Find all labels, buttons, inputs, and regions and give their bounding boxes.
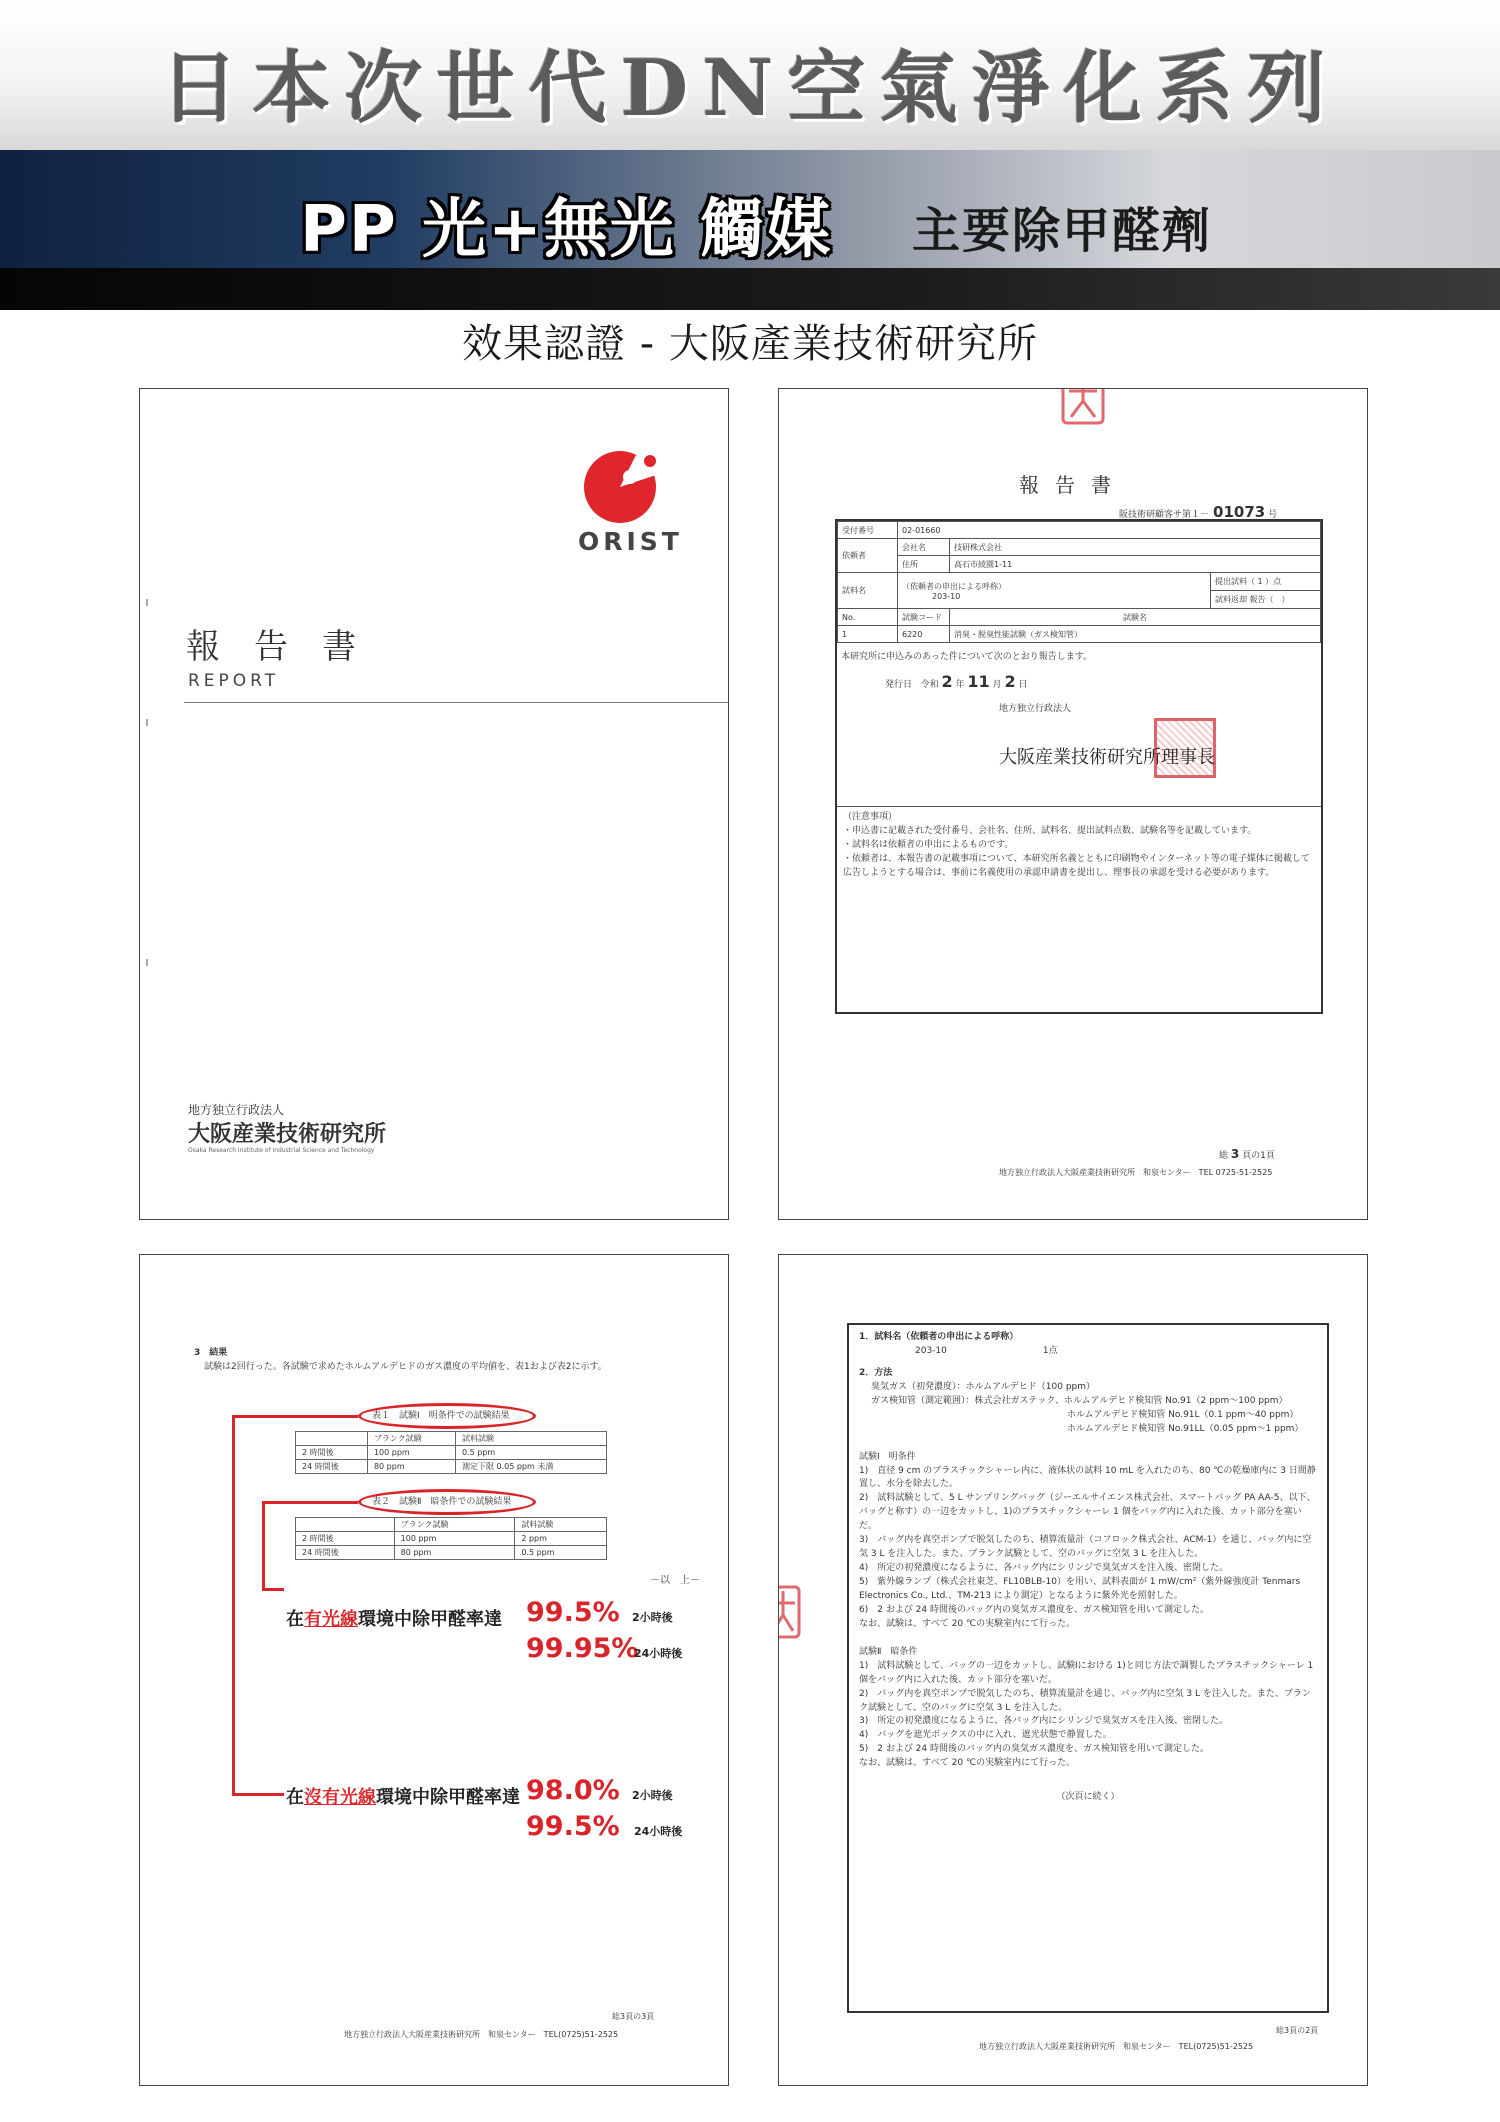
series-title: 日本次世代DN空氣淨化系列 [160,43,1340,134]
application-table: 受付番号 02-01660 依頼者 会社名 技研株式会社 住所 高石市綾園1-11 試料名 （依頼者の申出による呼称） 203-10 提出試料（ 1 ）点 試料返却 報告（ ） No. 試験コード 試験名 1 6220 消臭・脱臭性能試験（ガス検知管） [837,521,1321,643]
dark-rate-2h: 98.0% [526,1775,620,1806]
report-subtitle: REPORT [188,671,280,691]
page-number: 総3頁の3頁 [612,2012,655,2021]
dark-time-2h: 2小時後 [632,1789,673,1802]
method-text: 1．試料名（依頼者の申出による呼称） 203-10 1点 2．方法 臭気ガス（初発濃度）：ホルムアルデヒド（100 ppm） ガス検知管（測定範囲）：株式会社ガステック、ホルムアルデヒド検知管 No.91（2 ppm～100 ppm） ホルムアルデヒド検知管 No.91L（0.1 ppm～40 ppm） ホルムアルデヒド検知管 No.91LL（0.05 ppm～1 ppm） 試験Ⅰ 明条件 1) 直径 9 cm のプラスチックシャーレ内に、液体状の試料 10 mL を入れたのち、80 ℃の乾燥庫内に 3 日間静置し、水分を除去した。 2) 試料試験として、5 L サンプリングバッグ（ジーエルサイエンス株式会社、スマートバッグ PA AA-5、以下、バッグと称す）の一辺をカットし、1)のプラスチックシャーレ 1 個をバッグ内に入れた後、カット部分を塞いだ。 3) バッグ内を真空ポンプで脱気したのち、積算流量計（コフロック株式会社、ACM-1）を通じ、バッグ内に空気 3 L を注入した。また、ブランク試験として、空のバッグに空気 3 L を注入した。 4) 所定の初発濃度になるように、各バッグ内にシリンジで臭気ガスを注入後、密閉した。 5) 紫外線ランプ（株式会社東芝、FL10BLB-10）を用い、試料表面が 1 mW/cm²（紫外線強度計 Tenmars Electronics Co., Ltd.、TM-213 により測定）となるように紫外光を照射した。 6) 2 および 24 時間後のバッグ内の臭気ガス濃度を、ガス検知管を用いて測定した。 なお、試験は、すべて 20 ℃の実験室内にて行った。 試験Ⅱ 暗条件 1) 試料試験として、バッグの一辺をカットし、試験Ⅰにおける 1)と同じ方法で調製したプラスチックシャーレ 1 個をバッグ内に入れた後、カット部分を塞いだ。 2) バッグ内を真空ポンプで脱気したのち、積算流量計を通じ、バッグ内に空気 3 L を注入した。また、ブランク試験として、空のバッグに空気 3 L を注入した。 3) 所定の初発濃度になるように、各バッグ内にシリンジで臭気ガスを注入後、密閉した。 4) バッグを遮光ボックスの中に入れ、遮光状態で静置した。 5) 2 および 24 時間後のバッグ内の臭気ガス濃度を、ガス検知管を用いて測定した。 なお、試験は、すべて 20 ℃の実験室内にて行った。 （次頁に続く） [859,1332,1316,1803]
orist-logo-text: ORIST [578,527,683,556]
light-removal-claim: 在有光線環境中除甲醛率達 [286,1609,502,1630]
report-title: 報告書 [1019,473,1127,497]
report-results-page [139,1254,729,2086]
table2-dark-results: ブランク試験 試料試験 2 時間後 100 ppm 2 ppm 24 時間後 80 ppm 0.5 ppm [295,1517,607,1560]
page-count: 総 3 頁の1頁 [1219,1147,1275,1161]
notes-block: （注意事項） ・申込書に記載された受付番号、会社名、住所、試料名、提出試料点数、試験名等を記載しています。 ・試料名は依頼者の申出によるものです。 ・依頼者は、本報告書の記載事項について、本研究所名義とともに印刷物やインターネット等の電子媒体に掲載して広告しようとする場合は、事前に名義使用の承認申請書を提出し、理事長の承認を受ける必要があります。 [837,806,1321,881]
page-footer: 地方独立行政法人大阪産業技術研究所 和泉センター TEL(0725)51-2525 [344,2030,619,2039]
table1-caption: 表１ 試験Ⅰ 明条件での試験結果 [372,1411,510,1421]
orist-logo-icon [580,445,670,525]
table1-light-results: ブランク試験 試料試験 2 時間後 100 ppm 0.5 ppm 24 時間後 80 ppm 測定下限 0.05 ppm 未満 [295,1431,607,1474]
org-name: 大阪産業技術研究所 [188,1122,387,1147]
results-intro: 試験は2回行った。各試験で求めたホルムアルデヒドのガス濃度の平均値を、表1および表2に示す。 [204,1362,607,1372]
issuer-org-type: 地方独立行政法人 [999,704,1072,714]
section-heading: 3 結果 [194,1348,228,1358]
light-rate-2h: 99.5% [526,1597,620,1628]
org-type: 地方独立行政法人 [188,1103,285,1117]
connector-line [232,1793,284,1796]
page-footer: 地方独立行政法人大阪産業技術研究所 和泉センター TEL(0725)51-2525 [979,2042,1254,2051]
light-time-24h: 24小時後 [634,1647,683,1660]
light-time-2h: 2小時後 [632,1611,673,1624]
org-english-name: Osaka Research Institute of Industrial Science and Technology [188,1147,375,1154]
connector-line [262,1588,284,1591]
binding-mark [146,599,148,606]
report-method-page [778,1254,1368,2086]
end-mark: －以 上－ [650,1575,700,1586]
issuer-name: 大阪産業技術研究所理事長 [999,747,1215,768]
issue-date: 発行日 令和 2 年 11 月 2 日 [885,672,1028,691]
document-number: 阪技術研顧客サ第１－ 01073 号 [1119,503,1278,521]
page-number: 総3頁の2頁 [1276,2026,1319,2035]
connector-line-inner [262,1501,265,1589]
product-band-shadow [0,268,1500,310]
certification-line: 效果認證 - 大阪產業技術研究所 [462,321,1038,367]
connector-line [262,1501,358,1504]
binding-mark [146,959,148,966]
dark-time-24h: 24小時後 [634,1825,683,1838]
title-rule [184,702,729,703]
binding-mark [146,719,148,726]
table2-caption: 表２ 試験Ⅱ 暗条件での試験結果 [372,1497,512,1507]
light-rate-24h: 99.95% [526,1633,639,1664]
dark-rate-24h: 99.5% [526,1811,620,1842]
red-seal-icon [1061,388,1105,425]
report-summary-page [778,388,1368,1220]
page-footer: 地方独立行政法人大阪産業技術研究所 和泉センター TEL 0725-51-2525 [999,1168,1273,1177]
connector-line-outer [232,1415,235,1795]
report-title: 報告書 [186,627,390,667]
report-statement: 本研究所に申込みのあった件について次のとおり報告します。 [841,652,1093,662]
product-line: PP 光+無光 觸媒 [300,193,832,267]
method-content-box [847,1323,1329,2013]
connector-line [232,1415,358,1418]
product-description: 主要除甲醛劑 [912,203,1213,259]
dark-removal-claim: 在沒有光線環境中除甲醛率達 [286,1787,520,1808]
report-cover-page [139,388,729,1220]
red-seal-icon [778,1585,801,1639]
